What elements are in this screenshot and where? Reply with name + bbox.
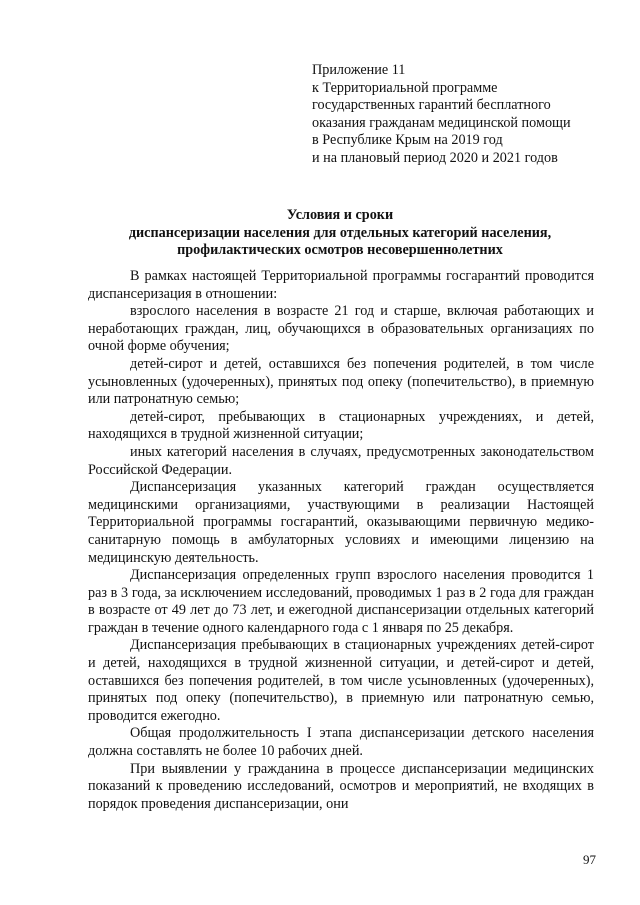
paragraph: детей-сирот, пребывающих в стационарных учреждениях, и детей, находящихся в трудной жизненной ситуации; [88,408,594,443]
appendix-line: государственных гарантий бесплатного [312,97,551,113]
document-body [88,268,594,813]
document-title [86,207,594,260]
title-line: Условия и сроки [286,207,394,223]
paragraph: В рамках настоящей Территориальной программы госгарантий проводится диспансеризация в отношении: [88,268,594,302]
paragraph: Диспансеризация пребывающих в стационарных учреждениях детей-сирот и детей, находящихся в трудной жизненной ситуации, и детей-сирот и детей, оставшихся без попечения родителей, в том числе усыновленных (удочеренных), принятых под опеку (попечительство), в приемную или патронатную семью, проводится ежегодно. [88,637,594,724]
paragraph: Диспансеризация указанных категорий граждан осуществляется медицинскими организациями, участвующими в реализации Настоящей Территориальной программы госгарантий, оказывающими первичную медико-санитарную помощь в амбулаторных условиях и имеющими лицензию на медицинскую деятельность. [88,479,594,566]
paragraph: Общая продолжительность I этапа диспансеризации детского населения должна составлять не более 10 рабочих дней. [88,725,594,760]
paragraph: Диспансеризация определенных групп взрослого населения проводится 1 раз в 3 года, за исключением исследований, проводимых 1 раз в 2 года для граждан в возрасте от 49 лет до 73 лет, и ежегодной диспансеризации отдельных категорий граждан в течение одного календарного года с 1 января по 25 декабря. [88,567,594,636]
paragraph: детей-сирот и детей, оставшихся без попечения родителей, в том числе усыновленных (удочеренных), принятых под опеку (попечительство), в приемную или патронатную семью; [88,355,594,408]
appendix-line: в Республике Крым на 2019 год [312,132,503,148]
paragraph: При выявлении у гражданина в процессе диспансеризации медицинских показаний к проведению исследований, осмотров и мероприятий, не входящих в порядок проведения диспансеризации, они [88,760,594,812]
title-line: диспансеризации населения для отдельных категорий населения, [128,224,552,241]
page-number: 97 [583,852,596,867]
paragraph: взрослого населения в возрасте 21 год и старше, включая работающих и неработающих граждан, лиц, обучающихся в образовательных организациях по очной форме обучения; [88,303,594,355]
appendix-line: оказания гражданам медицинской помощи [312,114,571,131]
appendix-line: к Территориальной программе [312,79,498,96]
appendix-line: и на плановый период 2020 и 2021 годов [312,149,558,166]
appendix-header [312,62,612,167]
title-line: профилактических осмотров несовершеннолетних [177,242,503,258]
paragraph: иных категорий населения в случаях, предусмотренных законодательством Российской Федерации. [88,443,594,478]
appendix-line: Приложение 11 [312,62,406,78]
